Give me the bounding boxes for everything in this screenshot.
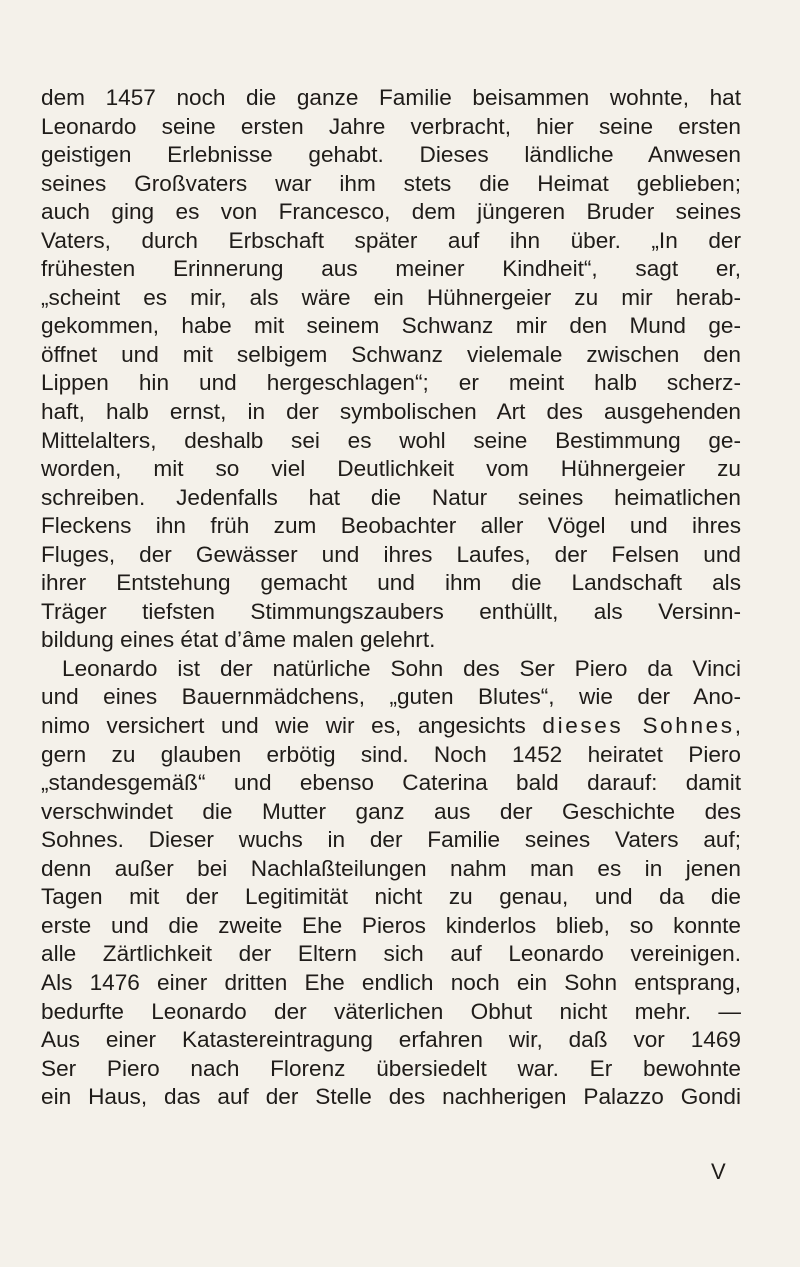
- text-line: Vaters, durch Erbschaft später auf ihn über. „In der: [41, 227, 741, 253]
- text-line: Als 1476 einer dritten Ehe endlich noch ein Sohn entsprang,: [41, 969, 741, 995]
- text-line: denn außer bei Nachlaßteilungen nahm man es in jenen: [41, 855, 741, 881]
- text-line: worden, mit so viel Deutlichkeit vom Hühnergeier zu: [41, 456, 741, 482]
- text-line: schreiben. Jedenfalls hat die Natur seines heimatlichen: [41, 484, 741, 510]
- text-line: alle Zärtlichkeit der Eltern sich auf Leonardo vereinigen.: [41, 941, 741, 967]
- spaced-emphasis: dieses Sohnes: [542, 713, 735, 739]
- text-line: haft, halb ernst, in der symbolischen Art des ausgehenden: [41, 399, 741, 425]
- text-line: bildung eines état d’âme malen gelehrt.: [41, 627, 436, 653]
- text-line: seines Großvaters war ihm stets die Heimat geblieben;: [41, 170, 741, 196]
- text-line: gern zu glauben erbötig sind. Noch 1452 heiratet Piero: [41, 741, 741, 767]
- text-line: Lippen hin und hergeschlagen“; er meint halb scherz-: [41, 370, 741, 396]
- text-line: ihrer Entstehung gemacht und ihm die Landschaft als: [41, 570, 741, 596]
- text-line: Träger tiefsten Stimmungszaubers enthüllt, als Versinn-: [41, 598, 741, 624]
- text-line: dem 1457 noch die ganze Familie beisammen wohnte, hat: [41, 85, 741, 110]
- text-line: Fluges, der Gewässer und ihres Laufes, der Felsen und: [41, 541, 741, 567]
- text-line: erste und die zweite Ehe Pieros kinderlos blieb, so konnte: [41, 912, 741, 938]
- text-line: Mittelalters, deshalb sei es wohl seine Bestimmung ge-: [41, 427, 741, 453]
- text-line-emphasis: [41, 712, 741, 741]
- text-line: „scheint es mir, als wäre ein Hühnergeier zu mir herab-: [41, 284, 741, 310]
- signature-mark: V: [711, 1159, 726, 1184]
- line-part: nimo versichert und wie wir es, angesichts: [41, 713, 543, 739]
- text-line: und eines Bauernmädchens, „guten Blutes“, wie der Ano-: [41, 684, 741, 710]
- text-line: auch ging es von Francesco, dem jüngeren Bruder seines: [41, 199, 741, 225]
- text-line: Fleckens ihn früh zum Beobachter aller Vögel und ihres: [41, 513, 741, 539]
- body-text: [41, 84, 741, 1112]
- text-line: Ser Piero nach Florenz übersiedelt war. Er bewohnte: [41, 1055, 741, 1081]
- text-line: gekommen, habe mit seinem Schwanz mir den Mund ge-: [41, 313, 741, 339]
- text-line: Tagen mit der Legitimität nicht zu genau, und da die: [41, 884, 741, 910]
- text-line: Aus einer Katastereintragung erfahren wir, daß vor 1469: [41, 1027, 741, 1053]
- paragraph-start-line: Leonardo ist der natürliche Sohn des Ser Piero da Vinci: [62, 655, 741, 681]
- text-line: bedurfte Leonardo der väterlichen Obhut nicht mehr. —: [41, 998, 741, 1024]
- text-line: ein Haus, das auf der Stelle des nachherigen Palazzo Gondi: [41, 1084, 741, 1110]
- text-line: öffnet und mit selbigem Schwanz vielemale zwischen den: [41, 341, 741, 367]
- text-line: verschwindet die Mutter ganz aus der Geschichte des: [41, 798, 741, 824]
- text-line: „standesgemäß“ und ebenso Caterina bald darauf: damit: [41, 770, 741, 796]
- text-line: Sohnes. Dieser wuchs in der Familie seines Vaters auf;: [41, 827, 741, 853]
- text-line: frühesten Erinnerung aus meiner Kindheit“, sagt er,: [41, 256, 741, 282]
- text-line: geistigen Erlebnisse gehabt. Dieses ländliche Anwesen: [41, 142, 741, 168]
- line-part: ,: [734, 713, 741, 739]
- text-line: Leonardo seine ersten Jahre verbracht, hier seine ersten: [41, 113, 741, 139]
